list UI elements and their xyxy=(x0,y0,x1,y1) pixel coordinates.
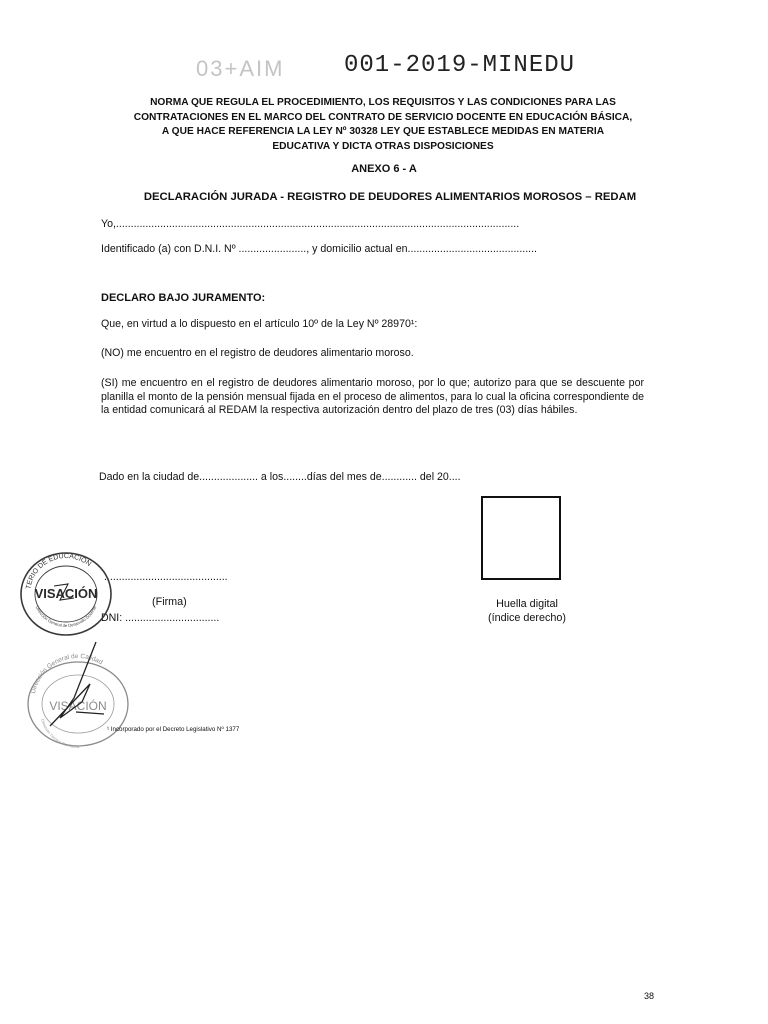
stamp-direccion-top-text: Dirección General de Calidad xyxy=(29,652,104,695)
signature-label: (Firma) xyxy=(152,596,187,608)
resolution-header xyxy=(196,52,576,88)
fingerprint-label-line: (índice derecho) xyxy=(487,611,567,624)
norma-title-line: EDUCATIVA Y DICTA OTRAS DISPOSICIONES xyxy=(272,140,494,152)
fingerprint-label xyxy=(472,598,582,625)
stamp-direccion-center-text: VISACIÓN xyxy=(49,699,107,713)
norma-title-line: NORMA QUE REGULA EL PROCEDIMIENTO, LOS REQUISITOS Y LAS CONDICIONES PARA LAS xyxy=(150,97,616,108)
id-domicile-field-line: Identificado (a) con D.N.I. Nº ......................., y domicilio actual en............................................ xyxy=(101,243,537,255)
footnote: ¹ Incorporado por el Decreto Legislativo Nº 1377 xyxy=(107,726,240,733)
date-place-line: Dado en la ciudad de.................... a los........días del mes de............ del 20.... xyxy=(99,471,461,483)
stamp-ministry-center-text: VISACIÓN xyxy=(34,586,98,601)
fingerprint-label-line: Huella digital xyxy=(496,598,558,610)
resolution-number: 001-2019-MINEDU xyxy=(344,52,576,79)
fingerprint-box xyxy=(481,496,561,580)
stamp-ministry-top-text: TERIO DE EDUCACIÓN xyxy=(25,552,93,590)
yo-field-line: Yo,......................................................................................................................................... xyxy=(101,218,520,230)
intro-paragraph: Que, en virtud a lo dispuesto en el artículo 10º de la Ley Nº 28970¹: xyxy=(101,318,418,330)
svg-text:Dirección General de Desarroll xyxy=(35,604,98,628)
page-number: 38 xyxy=(644,991,655,1001)
faint-stamp-text: 03+AIM xyxy=(196,56,285,81)
norma-title-line: A QUE HACE REFERENCIA LA LEY Nº 30328 LEY QUE ESTABLECE MEDIDAS EN MATERIA xyxy=(161,126,605,137)
stamp-direccion-bottom-text: Dirección Técnico Normativa xyxy=(40,718,80,749)
anexo-label: ANEXO 6 - A xyxy=(351,163,417,175)
declaro-heading: DECLARO BAJO JURAMENTO: xyxy=(101,292,266,304)
si-option-paragraph: (SI) me encuentro en el registro de deudores alimentario moroso, por lo que; autorizo para que se descuente por planilla el monto de la pensión mensual fijada en el proceso de alimentos, para lo cual la oficina correspondiente de la entidad comunicará al REDAM la respectiva autorización dentro del plazo de tres (03) días hábiles. xyxy=(101,377,644,416)
norma-title-line: CONTRATACIONES EN EL MARCO DEL CONTRATO DE SERVICIO DOCENTE EN EDUCACIÓN BÁSICA, xyxy=(133,111,633,123)
svg-text:Dirección Técnico Normativa xyxy=(40,718,80,749)
signature-line: .......................................... xyxy=(104,571,228,583)
visacion-stamp-ministry xyxy=(16,548,116,638)
svg-text:Dirección General de Calidad xyxy=(30,653,104,694)
dni-line: DNI: ................................ xyxy=(101,612,220,624)
norma-title xyxy=(100,96,666,154)
visacion-stamp-direccion xyxy=(20,640,136,750)
no-option-paragraph: (NO) me encuentro en el registro de deudores alimentario moroso. xyxy=(101,347,414,359)
declaration-title: DECLARACIÓN JURADA - REGISTRO DE DEUDORES ALIMENTARIOS MOROSOS – REDAM xyxy=(143,191,637,203)
stamp-ministry-bottom-text: Dirección General de Desarrollo Docente xyxy=(34,605,98,628)
svg-text:TERIO DE EDUCACIÓN xyxy=(25,553,92,590)
